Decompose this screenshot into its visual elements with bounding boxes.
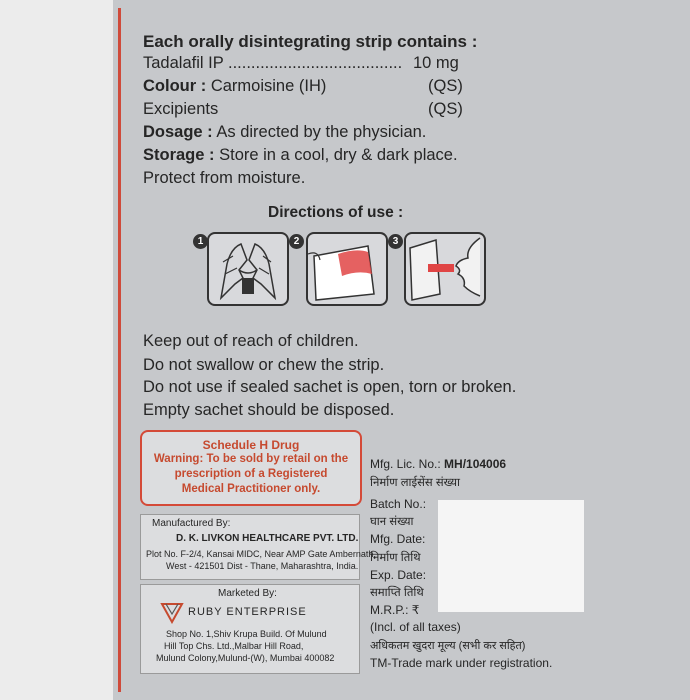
- composition-heading: Each orally disintegrating strip contains :: [143, 32, 478, 51]
- batch-hindi: घान संख्या: [370, 516, 414, 528]
- exp-date-hindi: समाप्ति तिथि: [370, 587, 424, 599]
- storage-label: Storage :: [143, 146, 215, 164]
- mrp-label: M.R.P.: ₹: [370, 603, 420, 617]
- strip-icon: [306, 232, 388, 306]
- dosage-label: Dosage :: [143, 123, 213, 141]
- dosage-line: [143, 123, 426, 142]
- colour-label: Colour :: [143, 77, 207, 95]
- step-2-number: 2: [289, 234, 304, 249]
- warning-line-3: Do not use if sealed sachet is open, torn or broken.: [143, 378, 517, 396]
- mfg-date-label: Mfg. Date:: [370, 532, 426, 546]
- mrp-hindi: अधिकतम खुदरा मूल्य (सभी कर सहित): [370, 640, 526, 652]
- colour-line: [143, 77, 326, 96]
- schedule-line-3: Medical Practitioner only.: [181, 483, 321, 495]
- batch-label: Batch No.:: [370, 497, 427, 511]
- trademark-note: TM-Trade mark under registration.: [370, 656, 553, 670]
- taxes-label: (Incl. of all taxes): [370, 620, 461, 634]
- manufacturer-address-2: West - 421501 Dist - Thane, Maharashtra, India.: [166, 561, 359, 571]
- manufacturer-address-1: Plot No. F-2/4, Kansai MIDC, Near AMP Gate Ambernath,: [146, 549, 376, 559]
- step-1-number: 1: [193, 234, 208, 249]
- schedule-title: Schedule H Drug: [202, 438, 300, 452]
- colour-value: Carmoisine (IH): [206, 77, 327, 95]
- red-border-line: [118, 8, 121, 692]
- marketer-label: Marketed By:: [218, 588, 277, 599]
- mfg-lic-value: MH/104006: [444, 457, 507, 471]
- tadalafil-value: 10 mg: [413, 54, 459, 72]
- tadalafil-label: Tadalafil IP ......................................: [143, 54, 403, 72]
- marketer-name: RUBY ENTERPRISE: [188, 606, 307, 618]
- excipients-qs: (QS): [428, 100, 463, 118]
- directions-title: Directions of use :: [268, 204, 404, 221]
- step-3-number: 3: [388, 234, 403, 249]
- marketer-address-3: Mulund Colony,Mulund-(W), Mumbai 400082: [156, 653, 335, 663]
- storage-line: [143, 146, 458, 165]
- mfg-lic-label: Mfg. Lic. No.:: [370, 457, 441, 471]
- ruby-logo-icon: [160, 602, 184, 624]
- marketer-address-1: Shop No. 1,Shiv Krupa Build. Of Mulund: [166, 629, 327, 639]
- warning-line-2: Do not swallow or chew the strip.: [143, 356, 385, 374]
- manufacturer-name: D. K. LIVKON HEALTHCARE PVT. LTD.: [176, 533, 359, 544]
- schedule-line-1: Warning: To be sold by retail on the: [153, 453, 349, 465]
- mfg-lic-hindi: निर्माण लाईसेंस संख्या: [370, 477, 461, 489]
- mfg-lic-line: [370, 457, 506, 471]
- protect-line: Protect from moisture.: [143, 169, 306, 187]
- manufacturer-label: Manufactured By:: [152, 518, 231, 529]
- open-sachet-hands-icon: [207, 232, 289, 306]
- storage-text: Store in a cool, dry & dark place.: [214, 146, 458, 164]
- exp-date-label: Exp. Date:: [370, 568, 427, 582]
- blank-label-area: [438, 500, 584, 612]
- excipients-label: Excipients: [143, 100, 219, 118]
- dosage-text: As directed by the physician.: [212, 123, 427, 141]
- mfg-date-hindi: निर्माण तिथि: [370, 552, 421, 564]
- warning-line-4: Empty sachet should be disposed.: [143, 401, 395, 419]
- warning-line-1: Keep out of reach of children.: [143, 332, 359, 350]
- place-on-tongue-icon: [404, 232, 486, 306]
- colour-qs: (QS): [428, 77, 463, 95]
- marketer-address-2: Hill Top Chs. Ltd.,Malbar Hill Road,: [164, 641, 304, 651]
- schedule-h-box: [140, 430, 362, 506]
- schedule-line-2: prescription of a Registered: [174, 468, 328, 480]
